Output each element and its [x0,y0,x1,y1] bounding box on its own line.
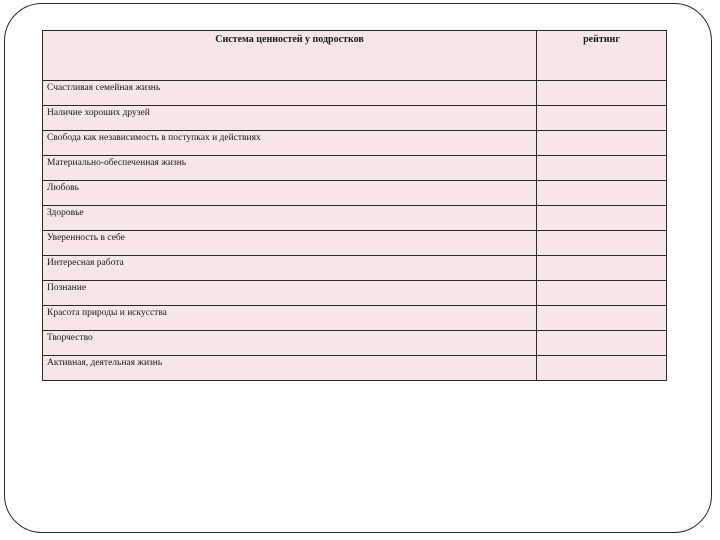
rating-cell[interactable] [537,106,667,131]
table-row [43,131,667,156]
rating-cell[interactable] [537,281,667,306]
value-cell: Познание [43,281,537,306]
table-row [43,356,667,381]
rating-cell[interactable] [537,181,667,206]
value-cell: Здоровье [43,206,537,231]
value-cell: Творчество [43,331,537,356]
value-cell: Красота природы и искусства [43,306,537,331]
value-cell: Свобода как независимость в поступках и действиях [43,131,537,156]
table-row [43,306,667,331]
rating-cell[interactable] [537,131,667,156]
table-row [43,256,667,281]
table-row [43,81,667,106]
values-column-header: Система ценностей у подростков [43,31,537,81]
value-cell: Любовь [43,181,537,206]
rating-cell[interactable] [537,231,667,256]
rating-cell[interactable] [537,256,667,281]
table-row [43,181,667,206]
value-cell: Счастливая семейная жизнь [43,81,537,106]
table-row [43,331,667,356]
table-row [43,106,667,131]
table-header-row [43,31,667,81]
rating-cell[interactable] [537,356,667,381]
table-row [43,231,667,256]
rating-cell[interactable] [537,81,667,106]
value-cell: Материально-обеспеченная жизнь [43,156,537,181]
rating-cell[interactable] [537,156,667,181]
value-cell: Интересная работа [43,256,537,281]
rating-column-header: рейтинг [537,31,667,81]
rating-cell[interactable] [537,306,667,331]
table-row [43,281,667,306]
value-cell: Наличие хороших друзей [43,106,537,131]
rating-cell[interactable] [537,331,667,356]
table-row [43,156,667,181]
rating-cell[interactable] [537,206,667,231]
values-table [42,30,667,381]
value-cell: Уверенность в себе [43,231,537,256]
value-cell: Активная, деятельная жизнь [43,356,537,381]
table-row [43,206,667,231]
